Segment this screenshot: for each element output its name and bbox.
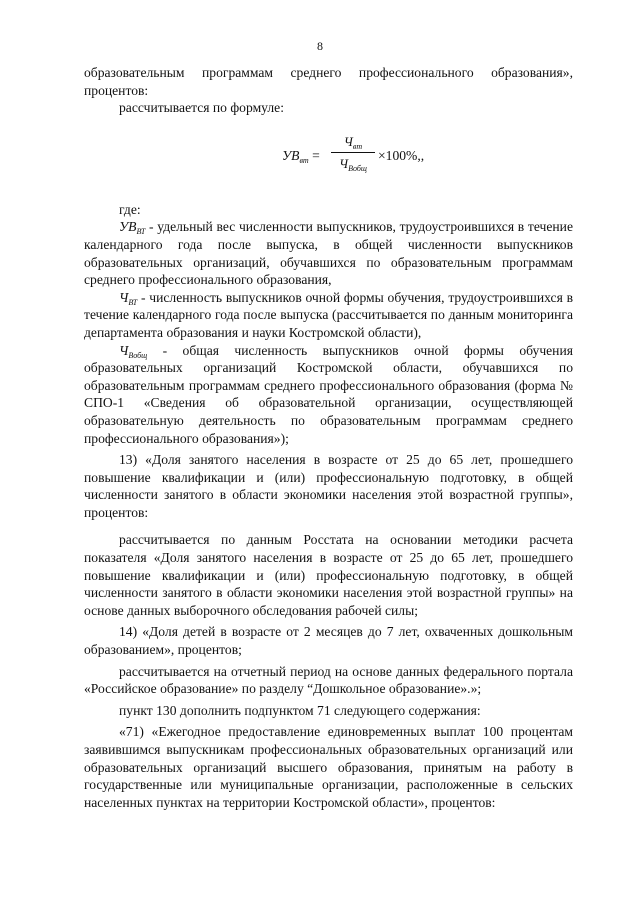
paragraph-14-method: рассчитывается на отчетный период на основе данных федерального портала «Российское образование» по разделу “Дошкольное образование».»; (84, 663, 573, 697)
formula-intro: рассчитывается по формуле: (119, 100, 284, 116)
paragraph-14: 14) «Доля детей в возрасте от 2 месяцев до 7 лет, охваченных дошкольным образованием», процентов; (84, 624, 573, 658)
formula-numerator: $Ч_{вт}$ (343, 133, 363, 151)
formula (84, 133, 573, 179)
page-number: 8 (317, 39, 323, 53)
formula-lhs: $УВ_{вт}$ = (282, 147, 320, 165)
document-body (84, 64, 573, 811)
paragraph-amend: пункт 130 дополнить подпунктом 71 следующего содержания: (119, 702, 481, 718)
paragraph-13-method: рассчитывается по данным Росстата на основании методики расчета показателя «Доля занятого населения в возрасте от 25 до 65 лет, прошедшего повышение квалификации и (или) профессиональную подготовку, в общей численности занятого в области экономики населения этой возрастной группы» на основе данных выборочного обследования рабочей силы; (84, 532, 573, 618)
formula-rhs: ×100%,, (378, 147, 425, 163)
fraction-bar (331, 152, 375, 153)
paragraph-71: «71) «Ежегодное предоставление единовременных выплат 100 процентам заявившимся выпускникам профессиональных образовательных организаций или образовательных организаций высшего образования, принятым на работу в государственные или муниципальные организации, расположенные в сельских населенных пунктах на территории Костромской области», процентов: (84, 724, 573, 810)
formula-fraction (331, 133, 375, 173)
paragraph-13: 13) «Доля занятого населения в возрасте от 25 до 65 лет, прошедшего повышение квалификации и (или) профессиональную подготовку, в общей численности занятого в области экономики населения этой возрастной группы», процентов: (84, 452, 573, 520)
where-label: где: (119, 201, 141, 217)
formula-denominator: $Ч_{Вобщ}$ (339, 155, 367, 173)
definition-uv: $УВ_{ВТ}$ - удельный вес численности выпускников, трудоустроившихся в течение календарного года после выпуска, в общей численности выпускников образовательных организаций, обучавшихся по образовательным программам среднего профессионального образования, (84, 219, 573, 288)
definition-ch-vobsh: $Ч_{Вобщ}$ - общая численность выпускников очной формы обучения образовательных организаций Костромской области, обучавшихся по образовательным программам среднего профессионального образования (форма № СПО-1 «Сведения об образовательной организации, осуществляющей образовательную деятельность по образовательным программам среднего профессионального образования»); (84, 342, 573, 446)
definition-ch-vt: $Ч_{ВТ}$ - численность выпускников очной формы обучения, трудоустроившихся в течение календарного года после выпуска (рассчитывается по данным мониторинга департамента образования и науки Костромской области), (84, 289, 573, 340)
intro-text: образовательным программам среднего профессионального образования», процентов: (84, 65, 573, 98)
